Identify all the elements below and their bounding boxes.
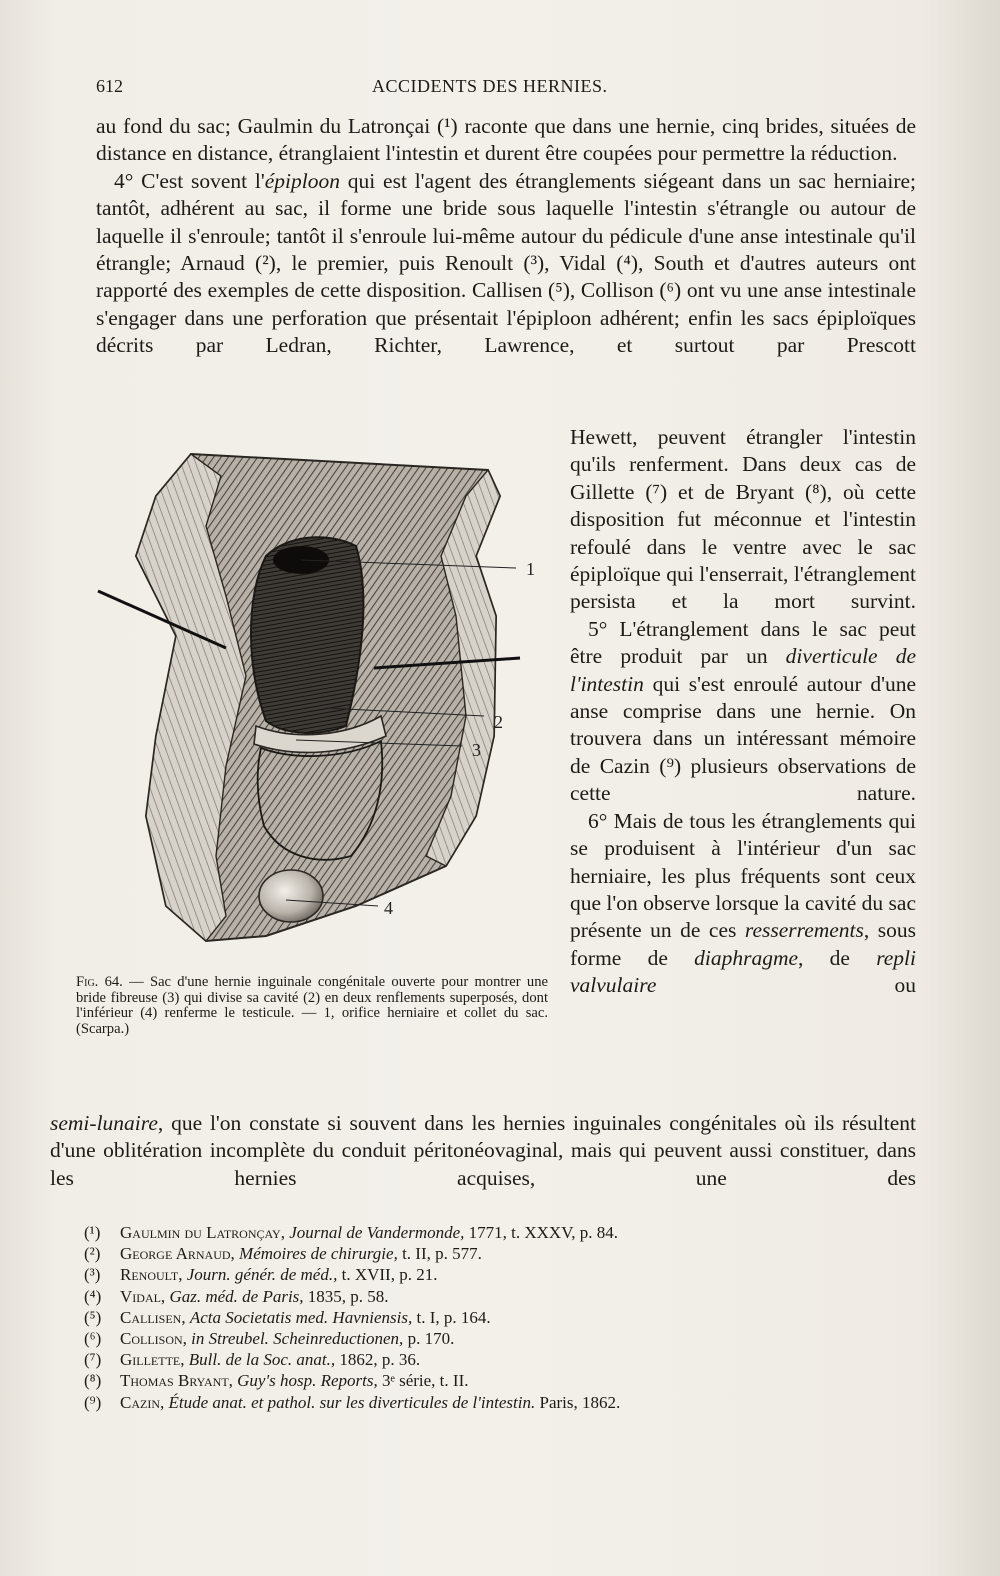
body-text-bottom <box>50 1110 916 1192</box>
anatomical-illustration <box>96 436 554 976</box>
figure-caption <box>76 975 548 1037</box>
footnotes <box>84 1222 864 1413</box>
page-number: 612 <box>96 76 123 96</box>
figure-label-2: 2 <box>494 712 503 732</box>
figure-number: Fig. 64. <box>76 974 123 990</box>
footnote: (⁵) Callisen, Acta Societatis med. Havniensis, t. I, p. 164. <box>84 1307 491 1327</box>
footnote: (⁴) Vidal, Gaz. méd. de Paris, 1835, p. 58. <box>84 1286 389 1306</box>
emphasis-diaphragme: diaphragme <box>694 945 799 970</box>
emphasis-epiploon: épiploon <box>264 168 341 193</box>
footnote: (²) George Arnaud, Mémoires de chirurgie, t. II, p. 577. <box>84 1244 482 1264</box>
paragraph-1: au fond du sac; Gaulmin du Latronçai (¹) raconte que dans une hernie, cinq brides, situées de distance en distance, étranglaient l'intestin et durent être coupées pour permettre la réduction. <box>96 114 916 166</box>
emphasis-repli-valvulaire: repli valvulaire <box>570 945 916 998</box>
paragraph-3: 5° L'étranglement dans le sac peut être produit par un diverticule de l'intestin qui s'est enroulé autour d'une anse comprise dans une hernie. On trouvera dans un intéressant mémoire de Cazin (⁹) plusieurs observations de cette nature. <box>570 616 916 806</box>
running-title: ACCIDENTS DES HERNIES. <box>372 76 608 96</box>
footnote: (⁸) Thomas Bryant, Guy's hosp. Reports, 3ᵉ série, t. II. <box>84 1371 469 1391</box>
body-text-top <box>96 113 916 360</box>
emphasis-diverticule: diverticule de l'intestin <box>570 644 916 696</box>
paragraph-2: 4° C'est sovent l'épiploon qui est l'agent des étranglements siégeant dans un sac herniaire; tantôt, adhérent au sac, il forme une bride sous laquelle l'intestin s'étrangle ou autour de laquelle il s'enroule; tantôt il s'enroule lui-même autour du pédicule d'une anse intestinale qu'il étrangle; Arnaud (²), le premier, puis Renoult (³), Vidal (⁴), South et d'autres auteurs ont rapporté des exemples de cette disposition. Callisen (⁵), Collison (⁶) ont vu une anse intestinale s'engager dans une perforation que présentait l'épiploon adhérent; enfin les sacs épiploïques décrits par Ledran, Richter, Lawrence, et surtout par Prescott <box>96 168 916 358</box>
emphasis-resserrements: resserrements <box>744 918 864 943</box>
emphasis-semi-lunaire: semi-lunaire <box>50 1111 158 1135</box>
testicle <box>259 870 323 922</box>
paragraph-2-continued: Hewett, peuvent étrangler l'intestin qu'ils renferment. Dans deux cas de Gillette (⁷) et de Bryant (⁸), où cette disposition fut méconnue et l'intestin refoulé dans le ventre avec le sac épiploïque qui l'enserrait, l'étranglement persista et la mort survint. <box>570 425 916 614</box>
figure-label-1: 1 <box>526 559 535 579</box>
paragraph-4-continued: semi-lunaire, que l'on constate si souvent dans les hernies inguinales congénitales où ils résultent d'une oblitération incomplète du conduit péritonéovaginal, mais qui peuvent aussi constituer, dans les hernies acquises, une des <box>50 1111 916 1190</box>
body-text-right-column <box>570 424 916 1000</box>
figure-label-4: 4 <box>384 898 393 918</box>
paragraph-4: 6° Mais de tous les étranglements qui se produisent à l'intérieur d'un sac herniaire, les plus fréquents sont ceux que l'on observe lorsque la cavité du sac présente un de ces resserrements, sous forme de diaphragme, de repli valvulaire ou <box>570 808 917 998</box>
footnote: (¹) Gaulmin du Latronçay, Journal de Vandermonde, 1771, t. XXXV, p. 84. <box>84 1223 619 1242</box>
footnote: (⁶) Collison, in Streubel. Scheinreductionen, p. 170. <box>84 1329 455 1349</box>
footnote: (⁷) Gillette, Bull. de la Soc. anat., 1862, p. 36. <box>84 1350 421 1370</box>
figure-label-3: 3 <box>472 740 481 760</box>
caption-text: — Sac d'une hernie inguinale congénitale ouverte pour montrer une bride fibreuse (3) qui divise sa cavité (2) en deux renflements superposés, dont l'inférieur (4) renferme le testicule. — 1, orifice herniaire et collet du sac. (Scarpa.) <box>76 974 548 1037</box>
running-header <box>96 76 916 102</box>
footnote: (³) Renoult, Journ. génér. de méd., t. XVII, p. 21. <box>84 1265 438 1285</box>
footnote: (⁹) Cazin, Étude anat. et pathol. sur les diverticules de l'intestin. Paris, 1862. <box>84 1392 621 1412</box>
